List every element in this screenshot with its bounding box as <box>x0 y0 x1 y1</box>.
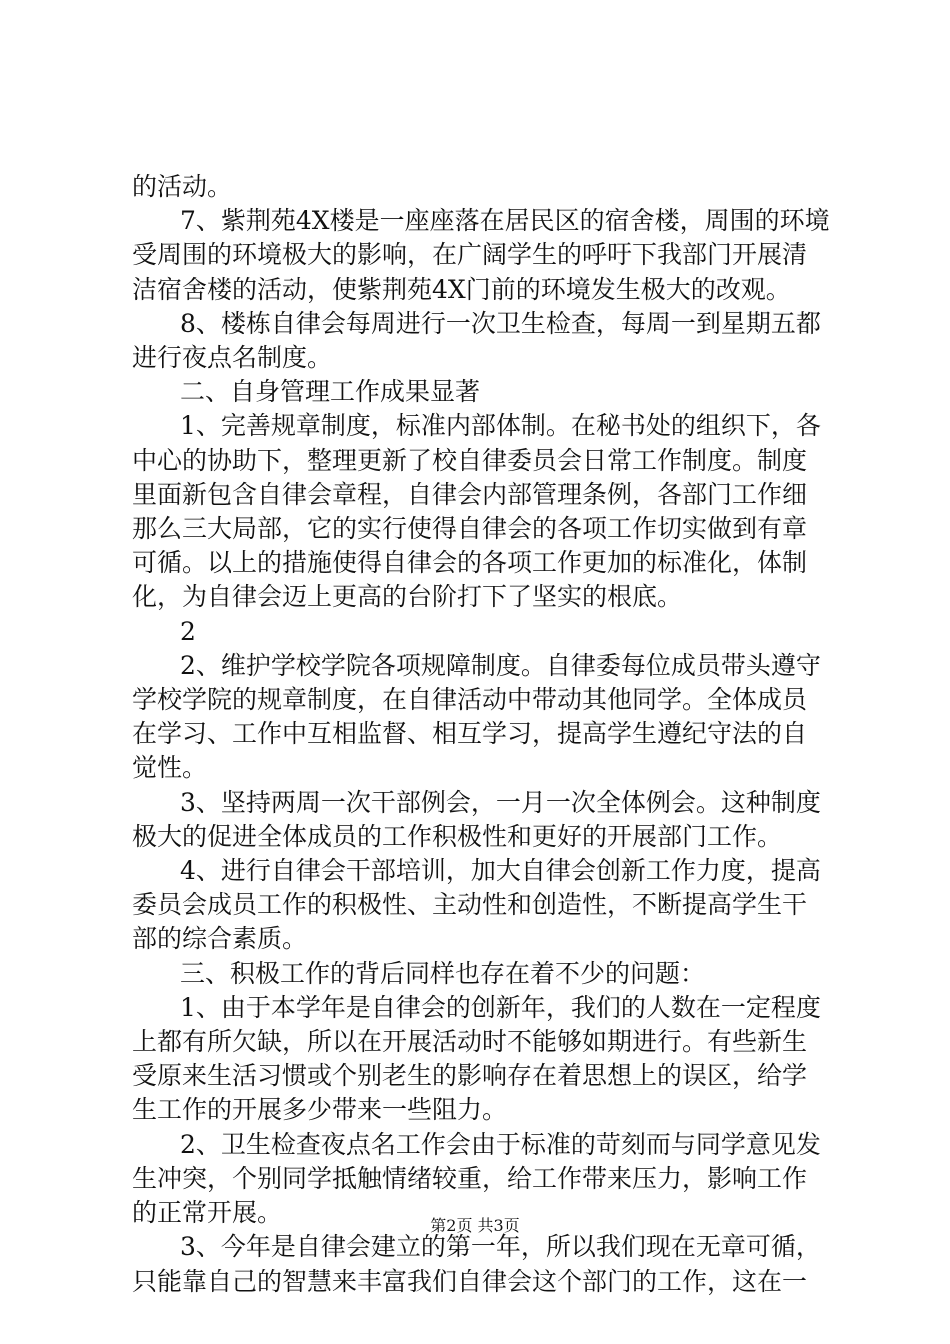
text-line: 委员会成员工作的积极性、主动性和创造性，不断提高学生干 <box>132 890 808 920</box>
text-line: 的正常开展。 <box>132 1198 283 1228</box>
text-line: 3、坚持两周一次干部例会，一月一次全体例会。这种制度 <box>180 787 821 817</box>
text-line: 受原来生活习惯或个别老生的影响存在着思想上的误区，给学 <box>132 1061 808 1091</box>
text-line: 1、完善规章制度，标准内部体制。在秘书处的组织下，各 <box>180 411 821 441</box>
text-line: 1、由于本学年是自律会的创新年，我们的人数在一定程度 <box>180 992 821 1022</box>
text-line: 2 <box>180 616 196 646</box>
text-line: 上都有所欠缺，所以在开展活动时不能够如期进行。有些新生 <box>132 1027 808 1057</box>
page-footer: 第2页 共3页 <box>430 1216 520 1235</box>
text-line: 3、今年是自律会建立的第一年，所以我们现在无章可循， <box>180 1232 821 1262</box>
text-line: 2、卫生检查夜点名工作会由于标准的苛刻而与同学意见发 <box>180 1129 821 1159</box>
text-line: 生冲突，个别同学抵触情绪较重，给工作带来压力，影响工作 <box>132 1163 808 1193</box>
text-line: 三、积极工作的背后同样也存在着不少的问题： <box>180 958 706 988</box>
text-line: 4、进行自律会干部培训，加大自律会创新工作力度，提高 <box>180 856 821 886</box>
text-line: 在学习、工作中互相监督、相互学习，提高学生遵纪守法的自 <box>132 719 808 749</box>
text-line: 2、维护学校学院各项规障制度。自律委每位成员带头遵守 <box>180 650 821 680</box>
text-line: 进行夜点名制度。 <box>132 343 333 373</box>
text-line: 二、自身管理工作成果显著 <box>180 377 481 407</box>
text-line: 中心的协助下，整理更新了校自律委员会日常工作制度。制度 <box>132 445 808 475</box>
text-line: 化，为自律会迈上更高的台阶打下了坚实的根底。 <box>132 582 683 612</box>
text-line: 可循。以上的措施使得自律会的各项工作更加的标准化，体制 <box>132 548 808 578</box>
text-line: 受周围的环境极大的影响，在广阔学生的呼吁下我部门开展清 <box>132 240 808 270</box>
text-line: 7、紫荆苑4X楼是一座座落在居民区的宿舍楼，周围的环境 <box>180 206 830 236</box>
text-line: 学校学院的规章制度，在自律活动中带动其他同学。全体成员 <box>132 685 808 715</box>
text-line: 的活动。 <box>132 172 233 201</box>
text-line: 那么三大局部，它的实行使得自律会的各项工作切实做到有章 <box>132 514 808 544</box>
text-line: 极大的促进全体成员的工作积极性和更好的开展部门工作。 <box>132 821 783 851</box>
text-line: 部的综合素质。 <box>132 924 308 954</box>
text-line: 洁宿舍楼的活动，使紫荆苑4X门前的环境发生极大的改观。 <box>132 274 791 304</box>
text-line: 8、楼栋自律会每周进行一次卫生检查，每周一到星期五都 <box>180 308 821 338</box>
document-body <box>132 170 832 1299</box>
text-line: 只能靠自己的智慧来丰富我们自律会这个部门的工作，这在一 <box>132 1266 808 1296</box>
text-line: 里面新包含自律会章程，自律会内部管理条例，各部门工作细 <box>132 479 808 509</box>
text-line: 觉性。 <box>132 753 208 783</box>
text-line: 生工作的开展多少带来一些阻力。 <box>132 1095 508 1125</box>
